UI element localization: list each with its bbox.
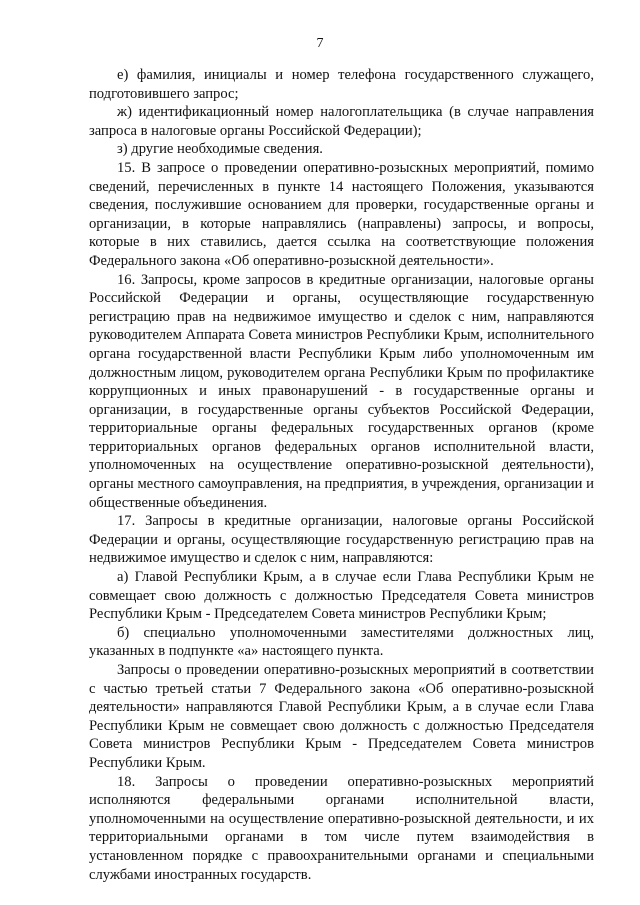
paragraph-17a: а) Главой Республики Крым, а в случае если Глава Республики Крым не совмещает свою должность с должностью Председателя Совета министров Республики Крым - Председателем Совета министров Республики Крым; — [89, 569, 594, 623]
paragraph-17-requests: Запросы о проведении оперативно-розыскных мероприятий в соответствии с частью третьей статьи 7 Федерального закона «Об оперативно-розыскной деятельности» направляются Главой Республики Крым, а в случае если Глава Республики Крым не совмещает свою должность с должностью Председателя Совета министров Республики Крым - Председателем Совета министров Республики Крым. — [89, 662, 594, 771]
paragraph-18: 18. Запросы о проведении оперативно-розыскных мероприятий исполняются федеральными органами исполнительной власти, уполномоченными на осуществление оперативно-розыскной деятельности, и их территориальными органами в том числе путем взаимодействия в установленном порядке с правоохранительными органами и специальными службами иностранных государств. — [89, 773, 594, 883]
scan-edge-mark — [630, 590, 634, 604]
paragraph-15: 15. В запросе о проведении оперативно-розыскных мероприятий, помимо сведений, перечисленных в пункте 14 настоящего Положения, указываются сведения, послужившие основанием для проверки, государственные органы и организации, в которые направлялись (направлены) запросы, и вопросы, которые в них ставились, дается ссылка на соответствующие положения Федерального закона «Об оперативно-розыскной деятельности». — [89, 159, 594, 269]
paragraph-e: е) фамилия, инициалы и номер телефона государственного служащего, подготовившего запрос; — [89, 67, 594, 102]
paragraph-16: 16. Запросы, кроме запросов в кредитные организации, налоговые органы Российской Федерации и органы, осуществляющие государственную регистрацию прав на недвижимое имущество и сделок с ним, направляются руководителем Аппарата Совета министров Республики Крым, исполнительного органа государственной власти Республики Крым либо уполномоченным им должностным лицом, руководителем органа Республики Крым по профилактике коррупционных и иных правонарушений - в государственные органы и организации, в государственные органы субъектов Российской Федерации, территориальные органы федеральных государственных органов (кроме территориальных органов федеральных органов исполнительной власти, уполномоченных на осуществление оперативно-розыскной деятельности), органы местного самоуправления, на предприятия, в учреждения, организации и общественные объединения. — [89, 271, 594, 511]
paragraph-17: 17. Запросы в кредитные организации, налоговые органы Российской Федерации и органы, осуществляющие государственную регистрацию прав на недвижимое имущество и сделок с ним, направляются: — [89, 513, 594, 567]
page-number: 7 — [316, 36, 324, 51]
paragraph-17b: б) специально уполномоченными заместителями должностных лиц, указанных в подпункте «а» настоящего пункта. — [89, 624, 594, 660]
paragraph-z: з) другие необходимые сведения. — [117, 141, 323, 158]
paragraph-zh: ж) идентификационный номер налогоплательщика (в случае направления запроса в налоговые органы Российской Федерации); — [89, 104, 594, 139]
document-body — [89, 66, 594, 884]
